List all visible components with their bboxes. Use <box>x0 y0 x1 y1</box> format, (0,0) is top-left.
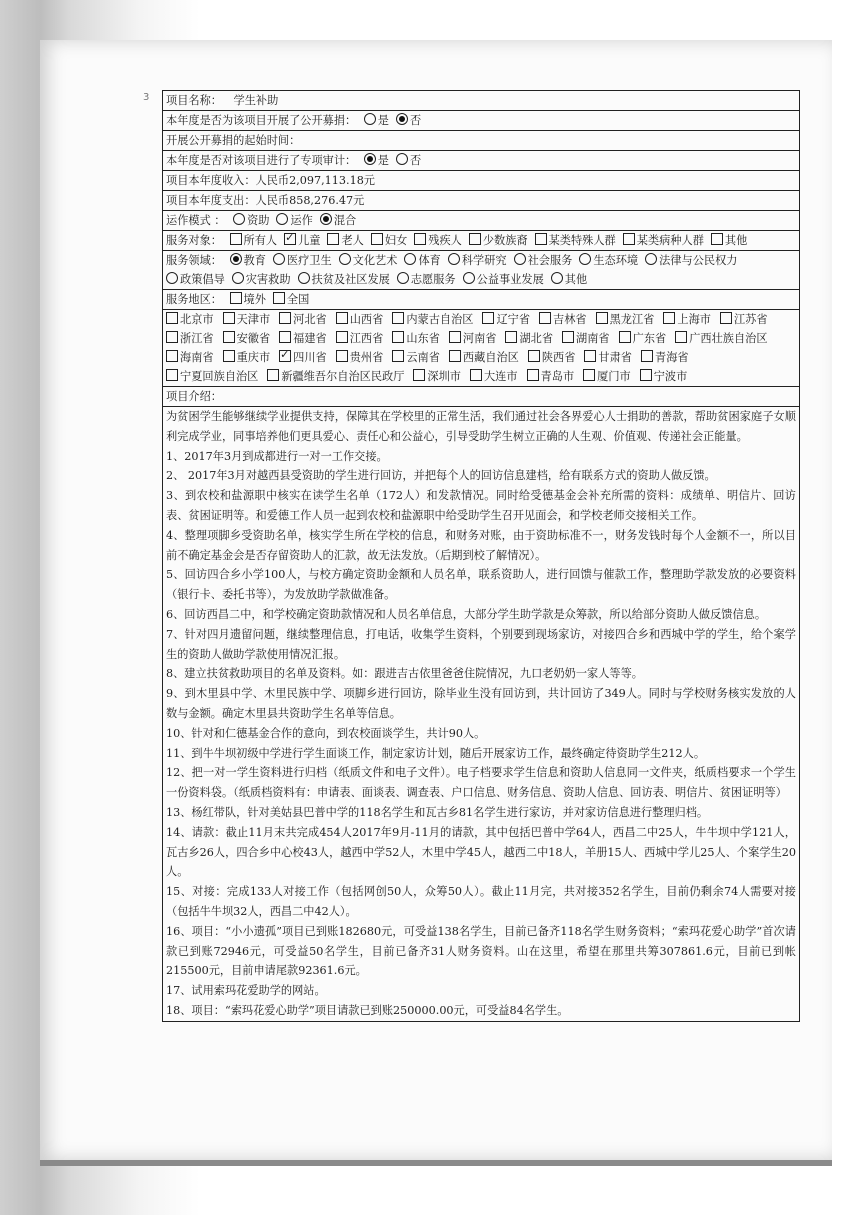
intro-paragraph: 5、回访四合乡小学100人，与校方确定资助金额和人员名单，联系资助人，进行回馈与催款工作，整理助学款发放的必要资料（银行卡、委托书等），为发放助学款做准备。 <box>166 568 796 602</box>
service-field-option[interactable] <box>551 270 587 289</box>
checkbox-icon[interactable] <box>414 233 426 245</box>
service-target-option[interactable] <box>469 231 528 250</box>
option-label: 四川省 <box>293 351 327 364</box>
option-label: 黑龙江省 <box>609 313 655 326</box>
checkbox-icon[interactable] <box>230 233 242 245</box>
region-option[interactable] <box>223 348 271 367</box>
option-label: 文化艺术 <box>352 254 398 267</box>
radio-icon[interactable] <box>166 272 178 284</box>
service-field-row <box>163 251 799 290</box>
checkbox-icon[interactable] <box>539 312 551 324</box>
project-name-label: 项目名称： <box>166 94 222 107</box>
public-fundraising-row <box>163 111 799 131</box>
checkbox-icon[interactable] <box>720 312 732 324</box>
option-label: 吉林省 <box>553 313 587 326</box>
option-label: 否 <box>409 154 422 167</box>
radio-icon[interactable] <box>364 113 376 125</box>
project-name-row <box>163 91 799 111</box>
intro-paragraph: 2、 2017年3月对越西县受资助的学生进行回访，并把每个人的回访信息建档，给有联系方式的资助人做反馈。 <box>166 469 716 483</box>
option-label: 混合 <box>333 214 357 227</box>
service-field-label: 服务领域： <box>166 254 222 267</box>
page-number: 3 <box>143 92 150 103</box>
option-label: 儿童 <box>298 234 321 247</box>
radio-icon[interactable] <box>448 253 460 265</box>
radio-icon[interactable] <box>396 113 408 125</box>
checkbox-icon[interactable] <box>623 233 635 245</box>
income-label: 项目本年度收入：人民币 <box>166 174 290 187</box>
option-label: 运作 <box>290 214 313 227</box>
option-label: 厦门市 <box>597 370 631 383</box>
special-audit-row <box>163 151 799 171</box>
intro-paragraph: 18、项目：“索玛花爱心助学”项目请款已到账250000.00元，可受益84名学生。 <box>166 1003 569 1017</box>
checkbox-icon[interactable] <box>327 233 339 245</box>
checkbox-icon[interactable] <box>371 233 383 245</box>
option-label: 资助 <box>247 214 270 227</box>
checkbox-icon[interactable] <box>284 233 296 245</box>
intro-paragraph: 12、把一对一学生资料进行归档（纸质文件和电子文件）。电子档要求学生信息和资助人信息同一文件夹，纸质档要求一个学生一份资料袋。（纸质档资料有：申请表、面谈表、调查表、户口信息、财务信息、资助人信息、回访表、明信片、贫困证明等） <box>166 766 796 800</box>
radio-icon[interactable] <box>463 272 475 284</box>
service-field-option[interactable] <box>448 251 507 270</box>
region-option[interactable] <box>470 367 518 386</box>
operation-mode-row <box>163 211 799 231</box>
radio-icon[interactable] <box>551 272 563 284</box>
option-label: 重庆市 <box>236 351 271 364</box>
region-option[interactable] <box>267 367 404 386</box>
intro-paragraph: 1、2017年3月到成都进行一对一工作交接。 <box>166 449 388 463</box>
region-option[interactable] <box>449 329 497 348</box>
region-option[interactable] <box>166 329 214 348</box>
checkbox-icon[interactable] <box>392 331 404 343</box>
option-label: 其他 <box>724 234 748 247</box>
region-option[interactable] <box>336 310 384 329</box>
radio-icon[interactable] <box>397 272 409 284</box>
service-field-option[interactable] <box>232 270 291 289</box>
option-label: 生态环境 <box>593 254 639 267</box>
operation-mode-option[interactable] <box>276 211 312 230</box>
checkbox-icon[interactable] <box>470 369 482 381</box>
option-label: 辽宁省 <box>496 313 531 326</box>
intro-paragraph: 8、建立扶贫救助项目的名单及资料。如：跟进吉古依里爸爸住院情况，九口老奶奶一家人等等。 <box>166 667 643 681</box>
service-field-option[interactable] <box>339 251 398 270</box>
checkbox-icon[interactable] <box>413 369 425 381</box>
region-option[interactable] <box>336 348 384 367</box>
checkbox-icon[interactable] <box>223 350 235 362</box>
income-value: 2,097,113.18元 <box>289 174 375 187</box>
option-label: 所有人 <box>243 234 278 247</box>
region-option[interactable] <box>641 348 689 367</box>
service-target-row <box>163 231 799 251</box>
option-label: 否 <box>409 114 422 127</box>
option-label: 西藏自治区 <box>462 351 519 364</box>
checkbox-icon[interactable] <box>505 331 517 343</box>
region-option[interactable] <box>413 367 461 386</box>
region-option[interactable] <box>562 329 610 348</box>
sheet-bottom-edge <box>40 1160 832 1166</box>
public-fundraising-option[interactable] <box>364 111 389 130</box>
option-label: 河南省 <box>462 332 497 345</box>
checkbox-icon[interactable] <box>166 312 178 324</box>
service-target-option[interactable] <box>414 231 462 250</box>
option-label: 天津市 <box>236 313 271 326</box>
option-label: 老人 <box>341 234 364 247</box>
service-target-label: 服务对象： <box>166 234 222 247</box>
service-field-option[interactable] <box>645 251 737 270</box>
option-label: 政策倡导 <box>180 273 225 286</box>
service-target-option[interactable] <box>711 231 747 250</box>
service-field-option[interactable] <box>404 251 440 270</box>
radio-icon[interactable] <box>276 213 288 225</box>
option-label: 甘肃省 <box>598 351 632 364</box>
radio-icon[interactable] <box>404 253 416 265</box>
option-label: 浙江省 <box>180 332 214 345</box>
region-option[interactable] <box>279 348 327 367</box>
operation-mode-option[interactable] <box>233 211 269 230</box>
radio-icon[interactable] <box>396 153 408 165</box>
service-scope-option[interactable] <box>230 290 266 309</box>
region-option[interactable] <box>596 310 655 329</box>
project-form <box>162 90 800 1022</box>
option-label: 扶贫及社区发展 <box>311 273 390 286</box>
checkbox-icon[interactable] <box>675 331 687 343</box>
checkbox-icon[interactable] <box>584 350 596 362</box>
expense-value: 858,276.47元 <box>289 194 365 207</box>
service-area-label: 服务地区： <box>166 293 222 306</box>
option-label: 社会服务 <box>527 254 573 267</box>
checkbox-icon[interactable] <box>166 331 178 343</box>
region-option[interactable] <box>584 348 632 367</box>
public-fundraising-option[interactable] <box>396 111 421 130</box>
checkbox-icon[interactable] <box>449 331 461 343</box>
service-field-option[interactable] <box>579 251 638 270</box>
project-introduction <box>163 407 799 1021</box>
service-target-options <box>230 234 755 247</box>
option-label: 某类病种人群 <box>636 234 704 247</box>
checkbox-icon[interactable] <box>641 350 653 362</box>
option-label: 其他 <box>564 273 588 286</box>
option-label: 教育 <box>243 254 266 267</box>
radio-icon[interactable] <box>273 253 285 265</box>
option-label: 法律与公民权力 <box>659 254 738 267</box>
service-target-option[interactable] <box>535 231 616 250</box>
region-option[interactable] <box>166 310 214 329</box>
option-label: 少数族裔 <box>482 234 528 247</box>
region-option[interactable] <box>449 348 519 367</box>
option-label: 志愿服务 <box>410 273 456 286</box>
checkbox-icon[interactable] <box>711 233 723 245</box>
checkbox-icon[interactable] <box>392 312 404 324</box>
checkbox-icon[interactable] <box>469 233 481 245</box>
option-label: 江苏省 <box>733 313 768 326</box>
intro-paragraph: 16、项目：“小小遗孤”项目已到账182680元，可受益138名学生，目前已备齐118名学生财务资料；“索玛花爱心助学”首次请款已到账72946元，可受益50名学生，目前已备齐31人财务资料。山在这里，希望在那里共筹307861.6元，目前已到帐215500元，目前申请尾款92361.6元。 <box>166 924 796 978</box>
public-fundraising-options <box>364 114 428 127</box>
intro-paragraph: 9、到木里县中学、木里民族中学、项脚乡进行回访，除毕业生没有回访到，共计回访了349人。同时与学校财务核实发放的人数与金额。确定木里县共资助学生名单等信息。 <box>166 687 796 720</box>
checkbox-icon[interactable] <box>392 350 404 362</box>
option-label: 北京市 <box>180 313 214 326</box>
radio-icon[interactable] <box>298 272 310 284</box>
region-option[interactable] <box>336 329 384 348</box>
project-name-value: 学生补助 <box>233 94 279 107</box>
region-option[interactable] <box>279 329 327 348</box>
region-option[interactable] <box>539 310 587 329</box>
option-label: 灾害救助 <box>245 273 291 286</box>
region-option[interactable] <box>528 348 576 367</box>
region-option[interactable] <box>392 310 473 329</box>
fundraising-start-row <box>163 131 799 151</box>
option-label: 是 <box>377 114 389 127</box>
option-label: 陕西省 <box>541 351 576 364</box>
option-label: 新疆维吾尔自治区民政厅 <box>281 370 405 383</box>
option-label: 安徽省 <box>236 332 271 345</box>
region-option[interactable] <box>392 348 440 367</box>
intro-title-row <box>163 387 799 407</box>
option-label: 全国 <box>286 293 310 306</box>
option-label: 河北省 <box>293 313 327 326</box>
option-label: 贵州省 <box>349 351 384 364</box>
checkbox-icon[interactable] <box>273 292 285 304</box>
region-option[interactable] <box>166 367 258 386</box>
option-label: 山西省 <box>349 313 384 326</box>
region-option[interactable] <box>166 348 214 367</box>
fundraising-start-label: 开展公开募捐的起始时间： <box>166 134 301 147</box>
intro-paragraph: 17、试用索玛花爱助学的网站。 <box>166 984 326 998</box>
option-label: 青海省 <box>655 351 689 364</box>
operation-mode-option[interactable] <box>320 211 356 230</box>
option-label: 云南省 <box>406 351 440 364</box>
service-field-option[interactable] <box>298 270 390 289</box>
intro-paragraph: 11、到牛牛坝初级中学进行学生面谈工作，制定家访计划，随后开展家访工作，最终确定待资助学生212人。 <box>166 746 706 760</box>
service-scope-option[interactable] <box>273 290 309 309</box>
service-field-option[interactable] <box>463 270 544 289</box>
checkbox-icon[interactable] <box>535 233 547 245</box>
option-label: 科学研究 <box>461 254 507 267</box>
option-label: 广东省 <box>632 332 667 345</box>
checkbox-icon[interactable] <box>279 350 291 362</box>
region-option[interactable] <box>482 310 530 329</box>
expense-label: 项目本年度支出：人民币 <box>166 194 290 207</box>
checkbox-icon[interactable] <box>166 350 178 362</box>
service-field-options <box>166 254 744 286</box>
option-label: 某类特殊人群 <box>548 234 616 247</box>
income-row <box>163 171 799 191</box>
region-option[interactable] <box>223 310 271 329</box>
service-area-row <box>163 290 799 310</box>
checkbox-icon[interactable] <box>640 369 652 381</box>
checkbox-icon[interactable] <box>223 331 235 343</box>
region-option[interactable] <box>223 329 271 348</box>
region-option[interactable] <box>583 367 631 386</box>
option-label: 湖南省 <box>576 332 610 345</box>
checkbox-icon[interactable] <box>166 369 178 381</box>
option-label: 境外 <box>243 293 266 306</box>
option-label: 是 <box>377 154 389 167</box>
checkbox-icon[interactable] <box>482 312 494 324</box>
option-label: 体育 <box>418 254 441 267</box>
option-label: 青岛市 <box>540 370 575 383</box>
option-label: 宁波市 <box>653 370 688 383</box>
intro-paragraph: 10、针对和仁德基金合作的意向，到农校面谈学生，共计90人。 <box>166 726 486 740</box>
option-label: 山东省 <box>406 332 440 345</box>
option-label: 内蒙古自治区 <box>406 313 474 326</box>
option-label: 湖北省 <box>519 332 554 345</box>
checkbox-icon[interactable] <box>619 331 631 343</box>
region-option[interactable] <box>640 367 688 386</box>
public-fundraising-label: 本年度是否为该项目开展了公开募捐： <box>166 114 357 127</box>
intro-paragraph: 6、回访西昌二中，和学校确定资助款情况和人员名单信息，大部分学生助学款是众筹款，所以给部分资助人做反馈信息。 <box>166 607 767 621</box>
intro-paragraph: 13、杨红带队，针对美姑县巴普中学的118名学生和瓦古乡81名学生进行家访，并对家访信息进行整理归档。 <box>166 805 709 819</box>
intro-paragraph: 15、对接：完成133人对接工作（包括网创50人，众筹50人）。截止11月完，共对接352名学生，目前仍剩余74人需要对接（包括牛牛坝32人，西昌二中42人）。 <box>166 885 796 918</box>
region-option[interactable] <box>619 329 667 348</box>
service-scope-options <box>230 293 317 306</box>
radio-icon[interactable] <box>579 253 591 265</box>
checkbox-icon[interactable] <box>267 369 279 381</box>
checkbox-icon[interactable] <box>562 331 574 343</box>
checkbox-icon[interactable] <box>223 312 235 324</box>
checkbox-icon[interactable] <box>279 312 291 324</box>
service-target-option[interactable] <box>230 231 278 250</box>
checkbox-icon[interactable] <box>663 312 675 324</box>
service-target-option[interactable] <box>623 231 704 250</box>
checkbox-icon[interactable] <box>527 369 539 381</box>
checkbox-icon[interactable] <box>230 292 242 304</box>
region-option[interactable] <box>392 329 440 348</box>
service-field-option[interactable] <box>230 251 266 270</box>
region-option[interactable] <box>279 310 327 329</box>
radio-icon[interactable] <box>364 153 376 165</box>
radio-icon[interactable] <box>339 253 351 265</box>
option-label: 广西壮族自治区 <box>689 332 768 345</box>
radio-icon[interactable] <box>514 253 526 265</box>
intro-label: 项目介绍： <box>166 390 222 403</box>
intro-paragraph: 3、到农校和盐源职中核实在读学生名单（172人）和发款情况。同时给受德基金会补充所需的资料：成绩单、明信片、回访表、贫困证明等。和爱德工作人员一起到农校和盐源职中给受助学生召开见面会，和学校老师交接相关工作。 <box>166 489 796 522</box>
checkbox-icon[interactable] <box>596 312 608 324</box>
option-label: 宁夏回族自治区 <box>180 370 259 383</box>
radio-icon[interactable] <box>645 253 657 265</box>
checkbox-icon[interactable] <box>449 350 461 362</box>
checkbox-icon[interactable] <box>583 369 595 381</box>
checkbox-icon[interactable] <box>336 350 348 362</box>
intro-paragraph: 7、针对四月遗留问题，继续整理信息，打电话，收集学生资料，个别要到现场家访，对接四合乡和西城中学的学生，给个案学生的资助人做助学款使用情况汇报。 <box>166 627 796 661</box>
region-option[interactable] <box>505 329 553 348</box>
operation-mode-label: 运作模式 ： <box>166 214 226 227</box>
option-label: 公益事业发展 <box>476 273 544 286</box>
option-label: 深圳市 <box>427 370 461 383</box>
radio-icon[interactable] <box>320 213 332 225</box>
expense-row <box>163 191 799 211</box>
region-option[interactable] <box>675 329 767 348</box>
special-audit-options <box>364 154 428 167</box>
region-option[interactable] <box>720 310 768 329</box>
service-target-option[interactable] <box>284 231 320 250</box>
option-label: 残疾人 <box>428 234 462 247</box>
checkbox-icon[interactable] <box>528 350 540 362</box>
special-audit-label: 本年度是否对该项目进行了专项审计： <box>166 154 357 167</box>
intro-paragraph: 为贫困学生能够继续学业提供支持，保障其在学校里的正常生活，我们通过社会各界爱心人士捐助的善款，帮助贫困家庭子女顺利完成学业，同事培养他们更具爱心、责任心和公益心，引导受助学生树立正确的人生观、价值观、传递社会正能量。 <box>166 410 796 443</box>
intro-paragraph: 4、整理项脚乡受资助名单，核实学生所在学校的信息，和财务对账，由于资助标准不一，财务发钱时每个人金额不一，所以目前不确定基金会是否存留资助人的汇款，故无法发放。（后期到校了解情况）。 <box>166 528 796 562</box>
radio-icon[interactable] <box>230 253 242 265</box>
checkbox-icon[interactable] <box>336 331 348 343</box>
service-target-option[interactable] <box>371 231 407 250</box>
special-audit-option[interactable] <box>396 151 421 170</box>
service-field-option[interactable] <box>514 251 573 270</box>
checkbox-icon[interactable] <box>336 312 348 324</box>
option-label: 医疗卫生 <box>286 254 332 267</box>
region-option[interactable] <box>527 367 575 386</box>
option-label: 福建省 <box>293 332 327 345</box>
option-label: 海南省 <box>180 351 214 364</box>
checkbox-icon[interactable] <box>279 331 291 343</box>
region-option[interactable] <box>663 310 711 329</box>
option-label: 江西省 <box>349 332 384 345</box>
intro-paragraph: 14、请款：截止11月末共完成454人2017年9月-11月的请款，其中包括巴普中学64人，西昌二中25人，牛牛坝中学121人，瓦古乡26人，四合乡中心校43人，越西中学52人，木里中学45人，越西二中18人，羊册15人、西城中学儿25人、个案学生20人。 <box>166 825 796 879</box>
option-label: 上海市 <box>677 313 711 326</box>
service-field-option[interactable] <box>273 251 332 270</box>
option-label: 妇女 <box>384 234 408 247</box>
service-field-option[interactable] <box>166 270 225 289</box>
region-checkbox-grid <box>163 310 799 387</box>
special-audit-option[interactable] <box>364 151 389 170</box>
operation-mode-options <box>233 214 363 227</box>
option-label: 大连市 <box>483 370 518 383</box>
service-target-option[interactable] <box>327 231 363 250</box>
radio-icon[interactable] <box>232 272 244 284</box>
radio-icon[interactable] <box>233 213 245 225</box>
service-field-option[interactable] <box>397 270 456 289</box>
